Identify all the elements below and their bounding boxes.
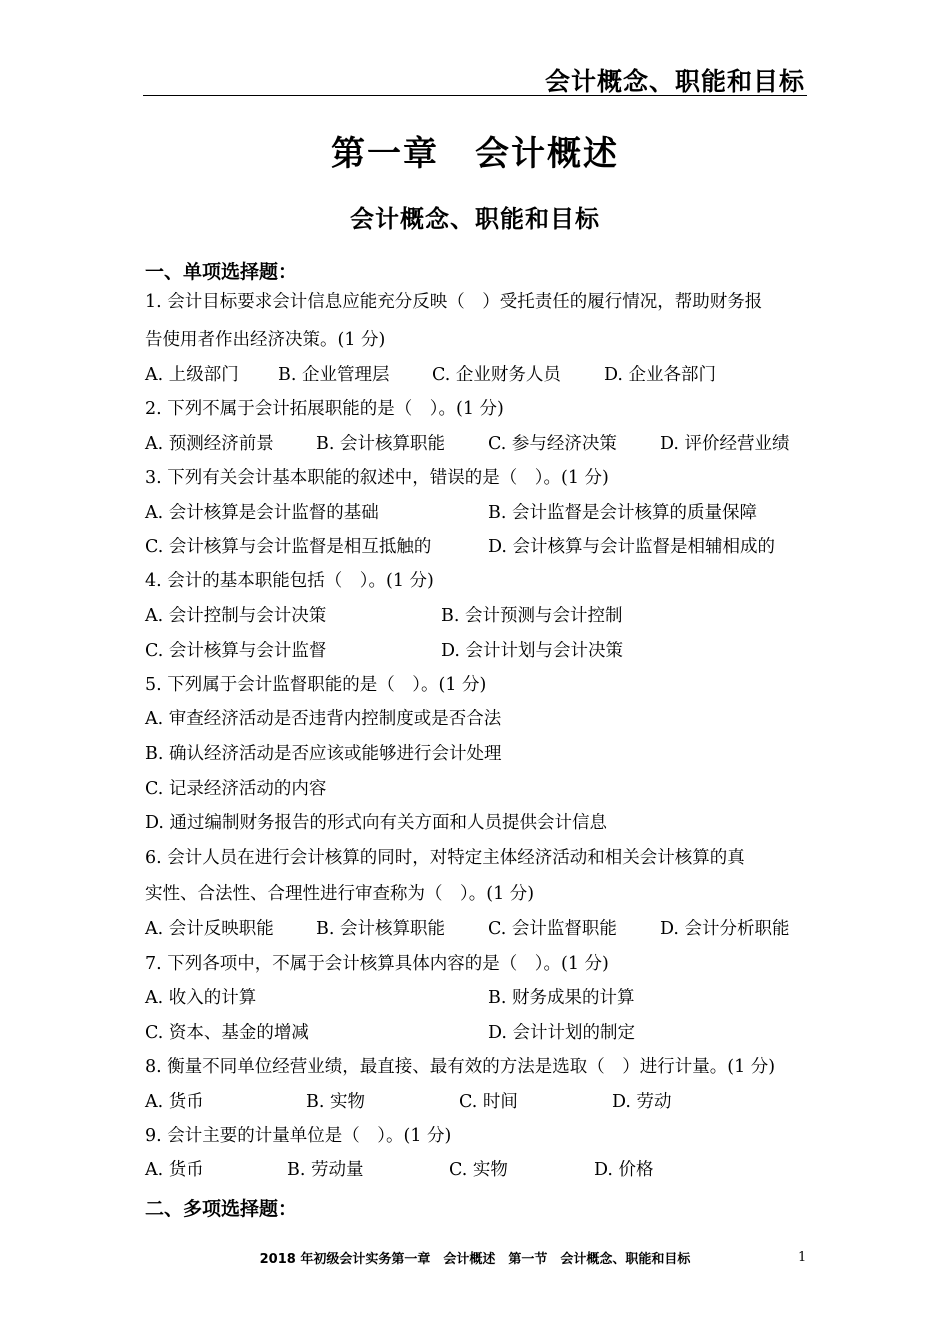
question-7-text: 7. 下列各项中，不属于会计核算具体内容的是（ ）。(1 分)	[145, 954, 609, 974]
question-6-text: 6. 会计人员在进行会计核算的同时，对特定主体经济活动和相关会计核算的真	[145, 848, 745, 868]
question-5-option-b: B. 确认经济活动是否应该或能够进行会计处理	[145, 744, 502, 764]
page-footer: 2018 年初级会计实务第一章 会计概述 第一节 会计概念、职能和目标	[259, 1252, 691, 1267]
option-c: C. 参与经济决策	[488, 434, 617, 454]
option-b: B. 劳动量	[287, 1160, 364, 1180]
page-header-title: 会计概念、职能和目标	[544, 67, 805, 96]
option-b: B. 会计核算职能	[316, 919, 445, 939]
option-a: A. 货币	[145, 1092, 204, 1112]
question-1-text-cont: 告使用者作出经济决策。(1 分)	[145, 330, 386, 350]
option-d: D. 劳动	[612, 1092, 672, 1112]
question-3-text: 3. 下列有关会计基本职能的叙述中，错误的是（ ）。(1 分)	[145, 468, 609, 488]
option-d: D. 会计计划的制定	[488, 1023, 636, 1043]
option-a: A. 会计控制与会计决策	[145, 606, 327, 626]
option-d: D. 会计计划与会计决策	[441, 641, 624, 661]
question-5-option-d: D. 通过编制财务报告的形式向有关方面和人员提供会计信息	[145, 813, 608, 833]
question-6-text-cont: 实性、合法性、合理性进行审查称为（ ）。(1 分)	[145, 884, 535, 904]
option-a: A. 上级部门	[145, 365, 239, 385]
heading-multi-choice: 二、多项选择题：	[145, 1198, 298, 1220]
chapter-title: 第一章 会计概述	[331, 134, 619, 174]
option-c: C. 企业财务人员	[432, 365, 561, 385]
option-d: D. 价格	[594, 1160, 654, 1180]
option-c: C. 会计监督职能	[488, 919, 617, 939]
option-d: D. 会计核算与会计监督是相辅相成的	[488, 537, 776, 557]
option-b: B. 企业管理层	[278, 365, 390, 385]
option-c: C. 会计核算与会计监督	[145, 641, 327, 661]
option-a: A. 会计反映职能	[145, 919, 274, 939]
question-5-option-a: A. 审查经济活动是否违背内控制度或是否合法	[145, 709, 502, 729]
header-rule	[143, 95, 807, 96]
option-a: A. 预测经济前景	[145, 434, 274, 454]
question-5-text: 5. 下列属于会计监督职能的是（ ）。(1 分)	[145, 675, 487, 695]
question-9-text: 9. 会计主要的计量单位是（ ）。(1 分)	[145, 1126, 452, 1146]
page-number: 1	[798, 1250, 807, 1265]
option-d: D. 会计分析职能	[660, 919, 790, 939]
option-a: A. 会计核算是会计监督的基础	[145, 503, 379, 523]
option-b: B. 财务成果的计算	[488, 988, 635, 1008]
option-c: C. 时间	[459, 1092, 518, 1112]
question-5-option-c: C. 记录经济活动的内容	[145, 779, 327, 799]
option-d: D. 评价经营业绩	[660, 434, 790, 454]
section-title: 会计概念、职能和目标	[350, 205, 600, 233]
heading-single-choice: 一、单项选择题：	[145, 261, 298, 283]
question-1-text: 1. 会计目标要求会计信息应能充分反映（ ）受托责任的履行情况，帮助财务报	[145, 292, 763, 312]
question-4-text: 4. 会计的基本职能包括（ ）。(1 分)	[145, 571, 434, 591]
option-a: A. 货币	[145, 1160, 204, 1180]
question-8-text: 8. 衡量不同单位经营业绩，最直接、最有效的方法是选取（ ）进行计量。(1 分)	[145, 1057, 776, 1077]
option-b: B. 实物	[306, 1092, 365, 1112]
option-a: A. 收入的计算	[145, 988, 257, 1008]
option-b: B. 会计预测与会计控制	[441, 606, 623, 626]
option-d: D. 企业各部门	[604, 365, 717, 385]
option-c: C. 会计核算与会计监督是相互抵触的	[145, 537, 432, 557]
question-2-text: 2. 下列不属于会计拓展职能的是（ ）。(1 分)	[145, 399, 504, 419]
option-b: B. 会计核算职能	[316, 434, 445, 454]
option-b: B. 会计监督是会计核算的质量保障	[488, 503, 757, 523]
option-c: C. 资本、基金的增减	[145, 1023, 309, 1043]
option-c: C. 实物	[449, 1160, 508, 1180]
